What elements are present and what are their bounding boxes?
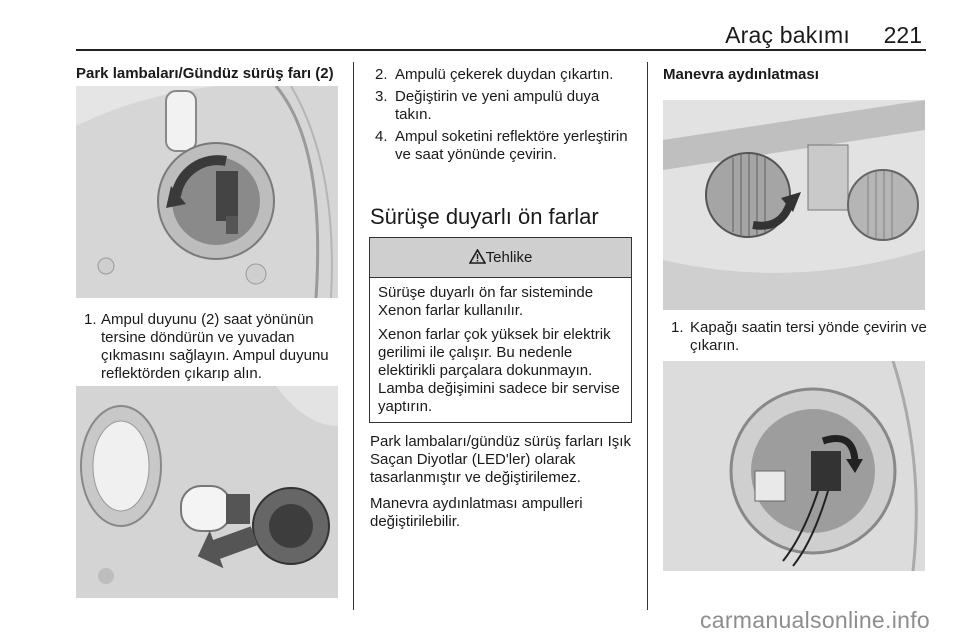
column-3 bbox=[663, 66, 933, 84]
body-paragraph: Park lambaları/gündüz sürüş farları Işık Saçan Diyotlar (LED'ler) olarak tasarlanmıştır ve değiştirilemez. bbox=[370, 433, 631, 486]
cornering-bulb-socket-illustration bbox=[663, 361, 925, 571]
section-title-adaptive-headlights: Sürüşe duyarlı ön farlar bbox=[370, 204, 599, 229]
page-header-title: Araç bakımı bbox=[725, 22, 850, 48]
warning-paragraph: Sürüşe duyarlı ön far sisteminde Xenon farlar kullanılır. bbox=[378, 284, 594, 319]
header-rule bbox=[76, 49, 926, 51]
warning-triangle-icon bbox=[469, 249, 486, 264]
section-subheading-park-lights: Park lambaları/Gündüz sürüş farı (2) bbox=[76, 65, 334, 82]
warning-paragraph: Xenon farlar çok yüksek bir elektrik gerilimi ile çalışır. Bu nedenle elektirikli parçalara dokunmayın. Lamba değişimini sadece bir servise yaptırın. bbox=[378, 326, 620, 415]
step-list-col1 bbox=[76, 311, 348, 383]
park-light-socket-illustration bbox=[76, 86, 338, 298]
section-subheading-cornering-lights: Manevra aydınlatması bbox=[663, 66, 819, 83]
bulb-removal-illustration bbox=[76, 386, 338, 598]
column-3-steps bbox=[663, 319, 933, 359]
warning-header bbox=[370, 238, 631, 278]
warning-title: Tehlike bbox=[485, 249, 533, 266]
body-paragraph: Manevra aydınlatması ampulleri değiştirilebilir. bbox=[370, 495, 583, 530]
column-divider-2 bbox=[647, 62, 648, 610]
step-list-col2 bbox=[370, 66, 636, 164]
list-item: 1. Ampul duyunu (2) saat yönünün tersine döndürün ve yuvadan çıkmasını sağlayın. Ampul duyunu reflektörden çıkarıp alın. bbox=[84, 311, 329, 382]
list-item: 2. Ampulü çekerek duydan çıkartın. bbox=[375, 66, 614, 83]
watermark-text: carmanualsonline.info bbox=[699, 607, 930, 633]
column-2 bbox=[370, 66, 636, 168]
column-divider-1 bbox=[353, 62, 354, 610]
cornering-light-cover-illustration bbox=[663, 100, 925, 310]
column-1 bbox=[76, 65, 348, 83]
column-2-paragraphs bbox=[370, 433, 636, 539]
step-list-col3 bbox=[663, 319, 933, 355]
list-item: 1. Kapağı saatin tersi yönde çevirin ve çıkarın. bbox=[671, 319, 927, 354]
list-item: 3. Değiştirin ve yeni ampulü duya takın. bbox=[375, 88, 600, 123]
column-1-steps bbox=[76, 311, 348, 387]
list-item: 4. Ampul soketini reflektöre yerleştirin ve saat yönünde çevirin. bbox=[375, 128, 628, 163]
warning-body bbox=[370, 278, 631, 422]
danger-warning-box bbox=[369, 237, 632, 423]
page-number: 221 bbox=[883, 22, 922, 48]
